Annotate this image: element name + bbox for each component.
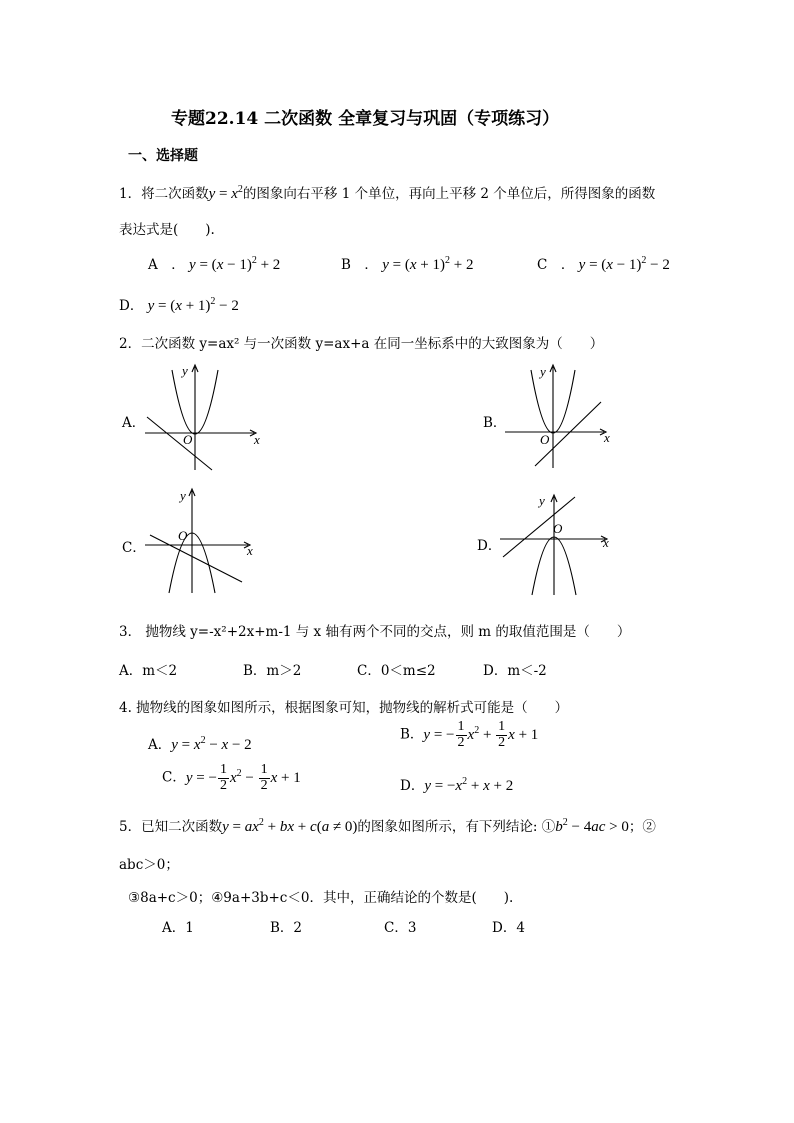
q2-graph-c bbox=[140, 485, 270, 597]
q2-graph-d bbox=[495, 487, 625, 599]
q2-label-d[interactable]: D． bbox=[477, 538, 502, 554]
q5-option-b[interactable]: B．2 bbox=[270, 920, 303, 936]
q3-option-b[interactable]: B．m＞2 bbox=[243, 663, 302, 679]
q4-option-b[interactable]: B．y = − $\frac{1}{2}$ $x^2$ + $\frac{1}{2}$ x + 1 bbox=[400, 719, 539, 750]
q5-option-c[interactable]: C．3 bbox=[384, 920, 417, 936]
q5-discriminant: $b^2 - 4ac > 0$ bbox=[555, 817, 629, 835]
question-5-line1 bbox=[119, 815, 656, 836]
q3-option-c[interactable]: C．0＜m≤2 bbox=[357, 663, 436, 679]
question-1-line1 bbox=[119, 182, 655, 203]
q5-option-a[interactable]: A．1 bbox=[162, 920, 194, 936]
q5-line3: ③8a+c＞0；④9a+3b+c＜0．其中，正确结论的个数是( ). bbox=[128, 890, 514, 906]
origin-label: O bbox=[540, 432, 550, 447]
x-label: x bbox=[603, 535, 609, 550]
y-label: y bbox=[182, 363, 188, 378]
q2-label-b[interactable]: B． bbox=[483, 415, 507, 431]
section-heading: 一、选择题 bbox=[128, 148, 198, 164]
x-label: x bbox=[604, 430, 610, 445]
q2-graph-a bbox=[140, 362, 270, 474]
line bbox=[147, 417, 212, 470]
q4-option-d[interactable]: D．$y = -x^2 + x + 2$ bbox=[400, 776, 514, 794]
q5-text-c: ；② bbox=[628, 819, 656, 835]
q3-option-a[interactable]: A．m＜2 bbox=[119, 663, 178, 679]
y-label: y bbox=[180, 488, 186, 503]
q1-option-c[interactable]: C ． $y = (x - 1)^2 - 2$ bbox=[537, 255, 670, 273]
q5-text-a: 5．已知二次函数 bbox=[119, 819, 223, 835]
q5-option-d[interactable]: D．4 bbox=[492, 920, 525, 936]
q1-text-c: 表达式是( ). bbox=[119, 222, 215, 238]
question-4: 4. 抛物线的图象如图所示，根据图象可知，抛物线的解析式可能是（ ） bbox=[119, 700, 569, 716]
y-label: y bbox=[539, 493, 545, 508]
x-label: x bbox=[247, 543, 253, 558]
q2-label-c[interactable]: C． bbox=[122, 540, 146, 556]
q1-text-b: 的图象向右平移 1 个单位，再向上平移 2 个单位后，所得图象的函数 bbox=[242, 186, 656, 202]
origin-label: O bbox=[178, 528, 188, 543]
page-title: 专题22.14 二次函数 全章复习与巩固（专项练习） bbox=[171, 109, 560, 129]
q2-label-a[interactable]: A． bbox=[122, 415, 146, 431]
y-label: y bbox=[540, 364, 546, 379]
q1-option-b[interactable]: B ． $y = (x + 1)^2 + 2$ bbox=[341, 255, 474, 273]
q4-option-a[interactable]: A．$y = x^2 - x - 2$ bbox=[148, 735, 252, 753]
origin-label: O bbox=[553, 521, 563, 536]
q4-option-c[interactable]: C．y = − $\frac{1}{2}$ $x^2$ − $\frac{1}{2}$ x + 1 bbox=[162, 762, 301, 793]
line bbox=[150, 535, 242, 582]
q2-graph-b bbox=[500, 362, 630, 474]
origin-label: O bbox=[183, 432, 193, 447]
q1-option-d[interactable]: D． $y = (x + 1)^2 - 2$ bbox=[119, 296, 239, 314]
q5-line2: abc＞0； bbox=[119, 857, 179, 873]
question-3: 3． 抛物线 y=-x²+2x+m-1 与 x 轴有两个不同的交点，则 m 的取值范围是（ ） bbox=[119, 624, 631, 640]
x-label: x bbox=[254, 432, 260, 447]
q1-text-a: 1．将二次函数 bbox=[119, 186, 209, 202]
q5-formula: $y = ax^2$ + bx + c(a ≠ 0) bbox=[222, 817, 358, 835]
q5-text-b: 的图象如图所示，有下列结论: ① bbox=[357, 819, 556, 835]
q1-option-a[interactable]: A ． $y = (x - 1)^2 + 2$ bbox=[148, 255, 281, 273]
q3-option-d[interactable]: D．m＜-2 bbox=[483, 663, 547, 679]
question-2: 2．二次函数 y=ax² 与一次函数 y=ax+a 在同一坐标系中的大致图象为（ ） bbox=[119, 336, 604, 352]
q1-formula: $y = x^2$ bbox=[208, 184, 243, 202]
